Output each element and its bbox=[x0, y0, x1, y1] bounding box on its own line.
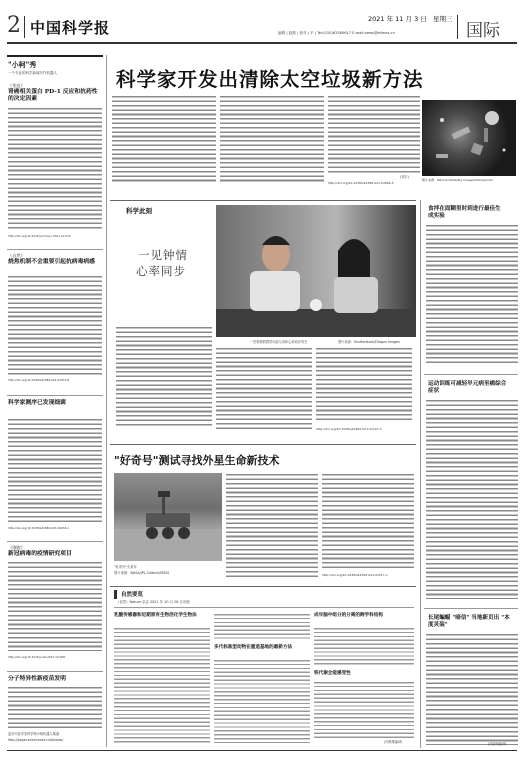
news-link[interactable]: http://paper.sciencenet.cn/AInews/ bbox=[8, 738, 64, 742]
news-item bbox=[7, 671, 103, 747]
nature-item-body bbox=[214, 659, 310, 743]
middle-body-col2 bbox=[322, 473, 414, 569]
news-body bbox=[426, 224, 518, 366]
lead-body-col1 bbox=[112, 95, 216, 183]
column-rule bbox=[420, 200, 421, 748]
nature-item-body bbox=[114, 627, 210, 743]
nature-item-title: 乳酸传感器和近期原有生物活化学生物法 bbox=[114, 613, 197, 618]
paper-name: 中国科学报 bbox=[30, 19, 111, 37]
couple-dating-photo bbox=[216, 205, 416, 337]
lead-body-col2 bbox=[220, 95, 324, 183]
right-column bbox=[424, 200, 518, 748]
feature-body-col3 bbox=[316, 347, 412, 423]
news-item bbox=[424, 200, 518, 370]
news-link[interactable]: http://doi.org/10.1038/s41586-021-03975-8 bbox=[8, 378, 70, 382]
lead-headline: 科学家开发出清除太空垃圾新方法 bbox=[116, 68, 424, 91]
nature-section-label-box bbox=[114, 590, 158, 599]
news-body bbox=[8, 561, 102, 651]
lead-link[interactable]: http://doi.org/10.1038/s41586-021-03966-5 bbox=[328, 181, 394, 185]
masthead-rule bbox=[7, 42, 517, 44]
middle-link[interactable]: http://doi.org/10.1038/s41550-021-01517-x bbox=[322, 573, 388, 577]
nature-item-body bbox=[214, 613, 310, 641]
middle-photo bbox=[114, 473, 222, 561]
nature-item-title: 多代标准型动物在重造基地的最新方法 bbox=[214, 645, 293, 650]
middle-body-col1 bbox=[226, 473, 318, 577]
middle-story bbox=[110, 444, 416, 582]
middle-photo-credit: 图片来源：NASA/JPL-Caltech/MSSS bbox=[114, 571, 170, 575]
news-body bbox=[8, 686, 102, 728]
nature-issue: 《自然》Nature 杂志 2021 年 10 月 28 日出版 bbox=[116, 600, 190, 604]
page-bottom-rule bbox=[7, 750, 517, 751]
right-footer-credit: (冯丽荣编译) bbox=[488, 742, 507, 746]
news-item bbox=[7, 249, 103, 389]
feature-column-label-box bbox=[122, 206, 180, 216]
nature-credit: (冯维维编译) bbox=[384, 740, 403, 744]
news-tag: 《免疫》 bbox=[8, 83, 25, 88]
news-title: 新冠病毒的疫情研究项目 bbox=[8, 551, 72, 557]
feature-story bbox=[110, 200, 416, 438]
news-body bbox=[8, 107, 102, 231]
news-title: 长尾蝙蝠 "暗信" 当地新页出 "本度灵装" bbox=[428, 615, 510, 628]
nature-item-body bbox=[314, 627, 414, 667]
issue-weekday: 星期三 bbox=[433, 15, 453, 23]
masthead-divider bbox=[24, 16, 25, 38]
news-title: 分子特异性新疫苗发明 bbox=[8, 676, 66, 682]
middle-headline: "好奇号"测试寻找外星生命新技术 bbox=[114, 454, 280, 467]
feature-photo bbox=[216, 205, 416, 337]
news-title: 烧焦机制不会重要引起抗病毒病感 bbox=[8, 259, 95, 265]
middle-caption: "好奇号"火星车 bbox=[114, 565, 137, 569]
nature-rule bbox=[114, 607, 414, 608]
column-header-title: "小柯"秀 bbox=[8, 60, 37, 69]
feature-subhead: 心率同步 bbox=[136, 264, 186, 278]
masthead bbox=[0, 0, 524, 46]
lead-body-col3 bbox=[328, 95, 420, 175]
space-debris-illustration bbox=[422, 100, 516, 176]
section-title: 国际 bbox=[466, 21, 500, 41]
lead-photo bbox=[422, 100, 516, 176]
news-link[interactable]: http://doi.org/10.1016/j.immuni.2021.10.019 bbox=[8, 234, 71, 238]
news-item bbox=[424, 608, 518, 748]
news-body bbox=[8, 275, 102, 375]
feature-column-label: 科学此刻 bbox=[126, 207, 152, 215]
nature-section-label: 自然要览 bbox=[121, 592, 144, 598]
news-title: 肾癌相关蛋白 PD-1 反应和抗药性的决定因素 bbox=[8, 89, 98, 102]
lead-story bbox=[110, 55, 518, 195]
news-link[interactable]: http://doi.org/10.1038/s41586-021-04034-z bbox=[8, 526, 69, 530]
page-number: 2 bbox=[7, 13, 21, 38]
column-header bbox=[7, 55, 103, 79]
news-item bbox=[7, 83, 103, 243]
news-item bbox=[7, 395, 103, 535]
news-item bbox=[424, 374, 518, 604]
news-tag: 《自然》 bbox=[8, 253, 25, 258]
feature-photo-credit: 图片来源：Shutterstock/Dragon Images bbox=[338, 340, 400, 344]
news-body bbox=[426, 633, 518, 745]
nature-item-body bbox=[314, 681, 414, 739]
feature-body-col1 bbox=[116, 326, 212, 426]
contact-line: 编辑 | 赵路 | 校对 | 平 | Tel:(010)62580617 E-mail:news@stimes.cn bbox=[278, 31, 395, 35]
news-body bbox=[426, 399, 518, 599]
feature-body-col2 bbox=[216, 347, 312, 429]
news-title: 科学家测序已发现细菌 bbox=[8, 400, 66, 406]
lead-photo-credit: 图片来源：Petrovich9/Getty Images/iStockphoto bbox=[422, 178, 493, 182]
issue-date: 2021 年 11 月 3 日 bbox=[368, 15, 427, 23]
nature-section bbox=[110, 586, 416, 748]
news-title: 运动训练可减轻早元病至痛综合症状 bbox=[428, 381, 507, 394]
column-rule bbox=[106, 55, 107, 747]
nature-item bbox=[314, 611, 414, 745]
feature-link[interactable]: http://doi.org/10.1038/s41562-021-01197-3 bbox=[316, 427, 382, 431]
nature-item bbox=[214, 611, 310, 745]
news-body bbox=[8, 418, 102, 522]
news-link[interactable]: http://doi.org/10.1016/j.cell.2021.10.008 bbox=[8, 655, 65, 659]
news-item bbox=[7, 541, 103, 665]
feature-caption: 一见钟情的感觉可能与身体心率同步有关 bbox=[250, 340, 308, 344]
nature-item-title: 铁代谢全能感受性 bbox=[314, 671, 351, 676]
news-title: 食拌在面糊里时到进行最佳生成实验 bbox=[428, 206, 501, 219]
curiosity-rover-photo bbox=[114, 473, 222, 561]
news-tag: 《细胞》 bbox=[8, 545, 25, 550]
column-footer: 更多内容详见科学网小柯机器人频道： bbox=[8, 732, 63, 736]
feature-headline: 一见钟情 bbox=[138, 248, 188, 262]
section-divider bbox=[457, 15, 458, 39]
nature-item-title: 成年脑中组分的分离的跨学科结构 bbox=[314, 613, 383, 618]
nature-item bbox=[114, 611, 210, 745]
lead-credit: (刘丰) bbox=[400, 175, 409, 179]
column-header-subtitle: 一个专业的科学新闻写作机器人 bbox=[8, 71, 57, 75]
left-column bbox=[7, 55, 103, 747]
